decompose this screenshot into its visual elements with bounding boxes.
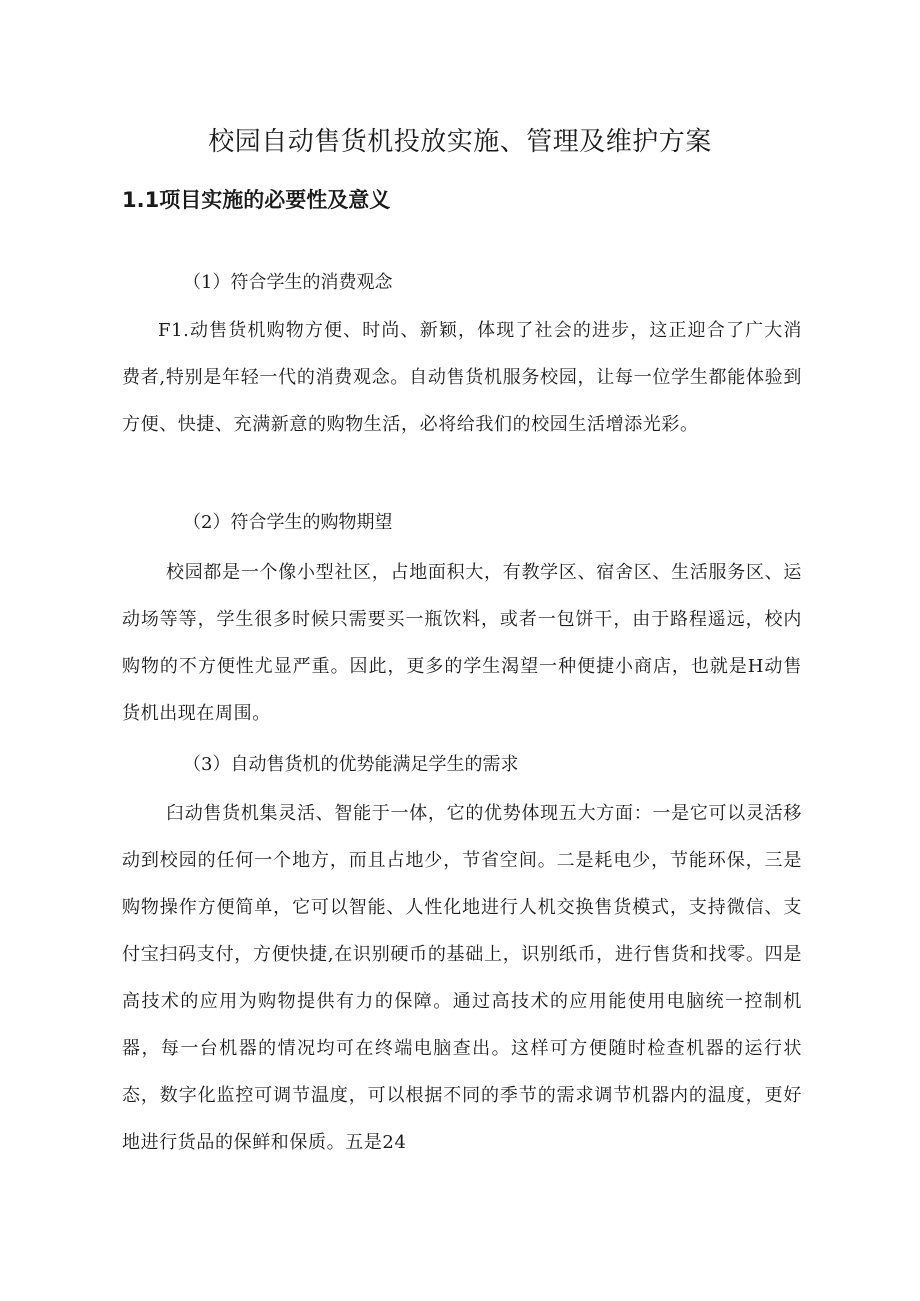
- subsection-heading-2: （2）符合学生的购物期望: [183, 512, 393, 533]
- document-title: 校园自动售货机投放实施、管理及维护方案: [208, 127, 712, 157]
- section-heading: 1.1项目实施的必要性及意义: [122, 188, 391, 212]
- subsection-heading-1: （1）符合学生的消费观念: [183, 272, 393, 293]
- paragraph-1: F1.动售货机购物方便、时尚、新颖，体现了社会的进步，这正迎合了广大消费者,特别是年轻一代的消费观念。自动售货机服务校园，让每一位学生都能体验到方便、快捷、充满新意的购物生活，必将给我们的校园生活增添光彩。: [122, 320, 802, 435]
- subsection-heading-3: （3）自动售货机的优势能满足学生的需求: [183, 754, 519, 775]
- paragraph-3: 臼动售货机集灵活、智能于一体，它的优势体现五大方面：一是它可以灵活移动到校园的任何一个地方，而且占地少，节省空间。二是耗电少，节能环保，三是购物操作方便简单，它可以智能、人性化地进行人机交换售货模式，支持微信、支付宝扫码支付，方便快捷,在识别硬币的基础上，识别纸币，进行售货和找零。四是高技术的应用为购物提供有力的保障。通过高技术的应用能使用电脑统一控制机器，每一台机器的情况均可在终端电脑查出。这样可方便随时检查机器的运行状态，数字化监控可调节温度，可以根据不同的季节的需求调节机器内的温度，更好地进行货品的保鲜和保质。五是24: [122, 803, 802, 1153]
- paragraph-2: 校园都是一个像小型社区，占地面积大，有教学区、宿舍区、生活服务区、运动场等等，学生很多时候只需要买一瓶饮料，或者一包饼干，由于路程遥远，校内购物的不方便性尤显严重。因此，更多的学生渴望一种便捷小商店，也就是H动售货机出现在周围。: [122, 562, 802, 724]
